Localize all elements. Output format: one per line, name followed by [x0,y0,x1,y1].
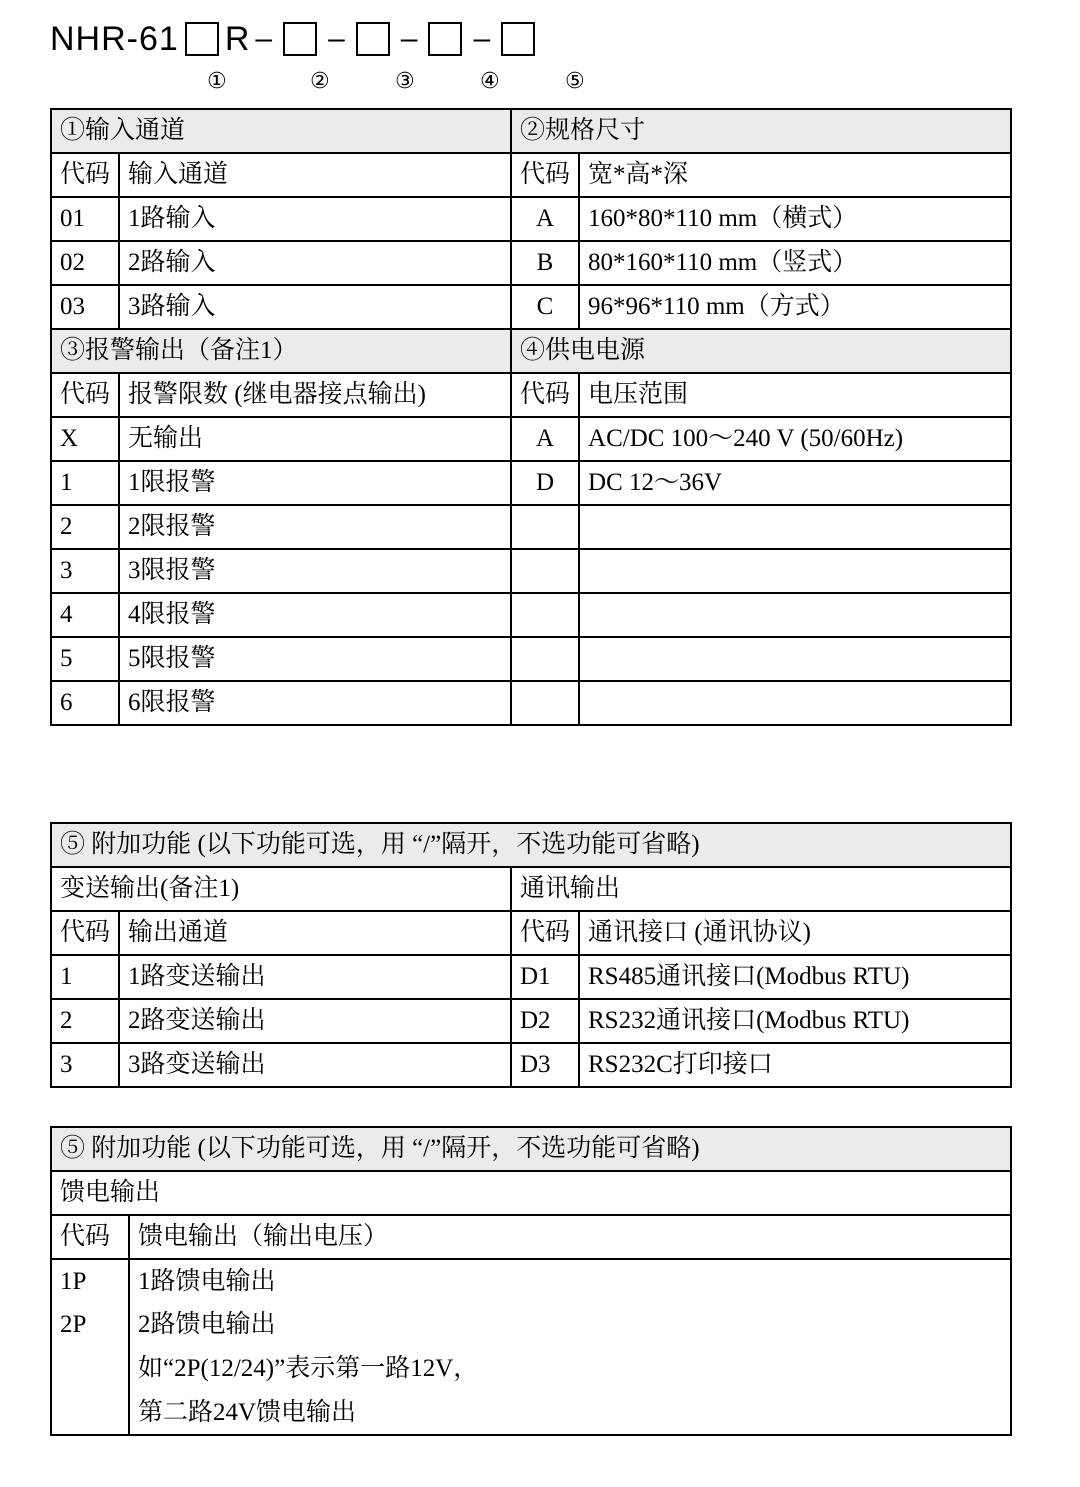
section1-row-2-code: 03 [51,285,119,329]
filler-cell [579,637,1011,681]
table-row [51,1171,1011,1215]
dash-1: – [255,22,273,55]
section3-row-1-code: 1 [51,461,119,505]
section5b-note-line1: 如“2P(12/24)”表示第一路12V， [129,1347,1011,1391]
section5a-left-row-2-desc: 3路变送输出 [119,1043,511,1087]
table-row [51,1391,1011,1435]
section3-row-6-desc: 6限报警 [119,681,511,725]
marker-5: ⑤ [565,68,585,93]
section3-row-2-desc: 2限报警 [119,505,511,549]
marker-4: ④ [480,68,500,93]
section4-row-1-code: D [511,461,579,505]
spec-table-additional-b [50,1126,1012,1436]
section5a-right-col-desc: 通讯接口 (通讯协议) [579,911,1011,955]
code-box-4[interactable] [428,22,462,56]
section1-col-code: 代码 [51,153,119,197]
section4-title: ④供电电源 [511,329,1011,373]
section2-row-0-desc: 160*80*110 mm（横式） [579,197,1011,241]
filler-cell [511,637,579,681]
section5a-left-row-1-code: 2 [51,999,119,1043]
filler-cell [579,549,1011,593]
filler-cell [511,681,579,725]
table-row [51,549,1011,593]
spec-table-additional-a [50,822,1012,1088]
section4-row-0-code: A [511,417,579,461]
section1-row-2-desc: 3路输入 [119,285,511,329]
section5a-left-row-2-code: 3 [51,1043,119,1087]
section2-row-2-desc: 96*96*110 mm（方式） [579,285,1011,329]
section5a-left-col-code: 代码 [51,911,119,955]
section5a-left-row-0-code: 1 [51,955,119,999]
section5b-row-1-desc: 2路馈电输出 [129,1303,1011,1347]
section3-col-code: 代码 [51,373,119,417]
dash-4: – [473,22,491,55]
section2-col-code: 代码 [511,153,579,197]
code-position-markers [50,68,670,98]
section5b-row-0-desc: 1路馈电输出 [129,1259,1011,1303]
section1-row-0-desc: 1路输入 [119,197,511,241]
section1-col-desc: 输入通道 [119,153,511,197]
section1-row-1-desc: 2路输入 [119,241,511,285]
section5b-group: 馈电输出 [51,1171,1011,1215]
section5b-title: ⑤ 附加功能 (以下功能可选，用 “/”隔开，不选功能可省略) [51,1127,1011,1171]
spacer-cell [51,1391,129,1435]
filler-cell [579,681,1011,725]
table-row [51,1347,1011,1391]
table-row [51,461,1011,505]
table-row [51,1043,1011,1087]
model-prefix: NHR-61 [50,20,179,58]
section5a-right-group: 通讯输出 [511,867,1011,911]
section2-row-2-code: C [511,285,579,329]
section3-row-2-code: 2 [51,505,119,549]
section3-row-6-code: 6 [51,681,119,725]
section3-row-4-desc: 4限报警 [119,593,511,637]
code-box-5[interactable] [501,22,535,56]
table-row [51,153,1011,197]
section1-row-0-code: 01 [51,197,119,241]
model-letter: R [224,20,251,58]
section5a-left-col-desc: 输出通道 [119,911,511,955]
dash-3: – [400,22,418,55]
marker-3: ③ [395,68,415,93]
filler-cell [511,505,579,549]
table-row [51,329,1011,373]
section3-row-3-code: 3 [51,549,119,593]
section4-row-1-desc: DC 12～36V [579,461,1011,505]
table-row [51,681,1011,725]
section2-row-1-desc: 80*160*110 mm（竖式） [579,241,1011,285]
section5b-col-desc: 馈电输出（输出电压） [129,1215,1011,1259]
section5b-col-code: 代码 [51,1215,129,1259]
section2-row-0-code: A [511,197,579,241]
table-row [51,593,1011,637]
section3-row-4-code: 4 [51,593,119,637]
table-row [51,109,1011,153]
section4-row-0-desc: AC/DC 100～240 V (50/60Hz) [579,417,1011,461]
table-row [51,823,1011,867]
section4-col-desc: 电压范围 [579,373,1011,417]
section1-title: ①输入通道 [51,109,511,153]
dash-2: – [328,22,345,55]
table-row [51,1303,1011,1347]
section3-row-3-desc: 3限报警 [119,549,511,593]
section5a-title: ⑤ 附加功能 (以下功能可选，用 “/”隔开，不选功能可省略) [51,823,1011,867]
code-box-3[interactable] [356,22,390,56]
section5a-right-row-2-code: D3 [511,1043,579,1087]
section3-row-5-code: 5 [51,637,119,681]
table-row [51,197,1011,241]
section5a-right-row-1-desc: RS232通讯接口(Modbus RTU) [579,999,1011,1043]
section4-col-code: 代码 [511,373,579,417]
section5b-row-0-code: 1P [51,1259,129,1303]
section5a-right-row-2-desc: RS232C打印接口 [579,1043,1011,1087]
section5a-right-row-0-code: D1 [511,955,579,999]
table-row [51,1127,1011,1171]
filler-cell [579,505,1011,549]
marker-1: ① [207,68,227,93]
table-row [51,285,1011,329]
filler-cell [511,593,579,637]
code-box-1[interactable] [185,22,219,56]
section3-row-5-desc: 5限报警 [119,637,511,681]
marker-2: ② [310,68,330,93]
section5a-right-row-1-code: D2 [511,999,579,1043]
filler-cell [511,549,579,593]
section3-row-0-code: X [51,417,119,461]
table-row [51,373,1011,417]
table-row [51,417,1011,461]
table-row [51,241,1011,285]
spacer-cell [51,1347,129,1391]
section5a-left-row-1-desc: 2路变送输出 [119,999,511,1043]
section3-row-1-desc: 1限报警 [119,461,511,505]
section5a-right-col-code: 代码 [511,911,579,955]
table-row [51,867,1011,911]
section3-title: ③报警输出（备注1） [51,329,511,373]
table-row [51,505,1011,549]
section5a-left-row-0-desc: 1路变送输出 [119,955,511,999]
filler-cell [579,593,1011,637]
table-row [51,1259,1011,1303]
table-row [51,1215,1011,1259]
table-row [51,637,1011,681]
table-row [51,955,1011,999]
section5a-right-row-0-desc: RS485通讯接口(Modbus RTU) [579,955,1011,999]
table-row [51,999,1011,1043]
section3-row-0-desc: 无输出 [119,417,511,461]
table-row [51,911,1011,955]
section5a-left-group: 变送输出(备注1) [51,867,511,911]
section2-col-desc: 宽*高*深 [579,153,1011,197]
section5b-row-1-code: 2P [51,1303,129,1347]
section2-title: ②规格尺寸 [511,109,1011,153]
section3-col-desc: 报警限数 (继电器接点输出) [119,373,511,417]
model-code-line [50,14,541,64]
spec-table-upper [50,108,1012,726]
section2-row-1-code: B [511,241,579,285]
section1-row-1-code: 02 [51,241,119,285]
code-box-2[interactable] [283,22,317,56]
section5b-note-line2: 第二路24V馈电输出 [129,1391,1011,1435]
